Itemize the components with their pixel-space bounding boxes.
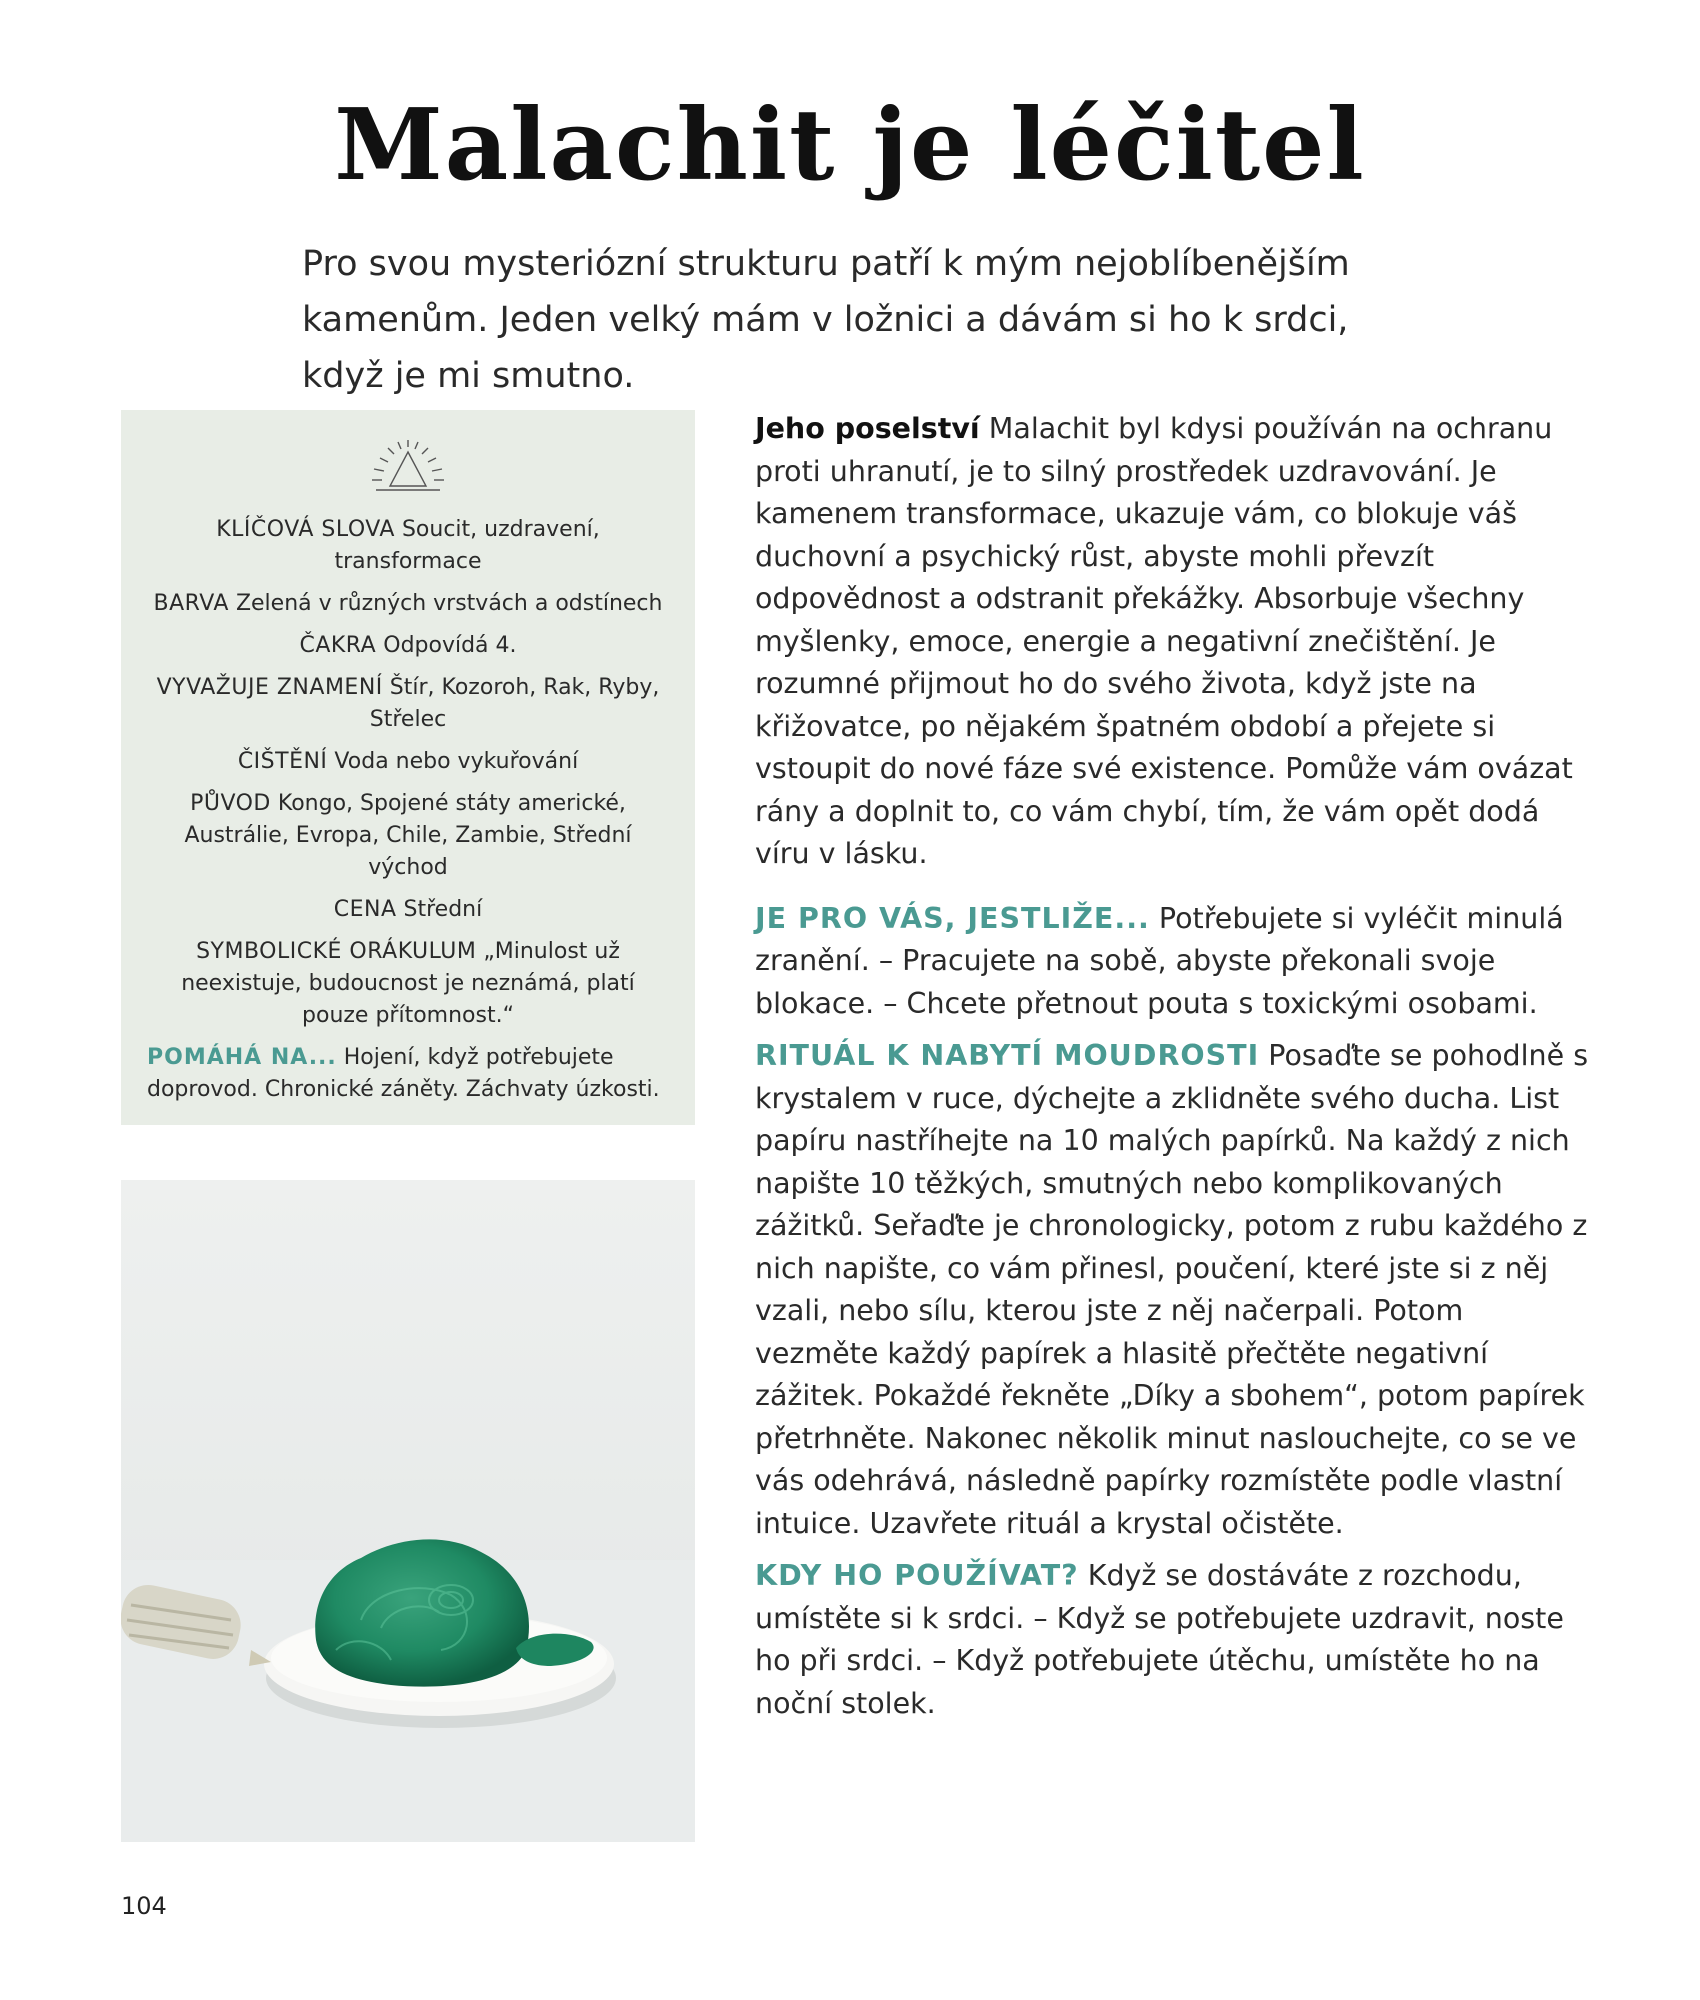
fact-box bbox=[121, 410, 695, 1125]
fact-value: Střední bbox=[403, 897, 483, 922]
for-you-text: Potřebujete si vyléčit minulá zranění. – Pracujete na sobě, abyste překonali svoje blokace. – Chcete přetnout pouta s toxickými osobami. bbox=[755, 901, 1564, 1020]
for-you-paragraph bbox=[755, 898, 1589, 1026]
message-paragraph bbox=[755, 408, 1589, 876]
page-number: 104 bbox=[121, 1892, 167, 1920]
fact-list bbox=[147, 514, 669, 1032]
fact-label: SYMBOLICKÉ ORÁKULUM bbox=[196, 939, 477, 964]
malachite-photo bbox=[121, 1180, 695, 1842]
fact-entry bbox=[147, 746, 669, 778]
for-you-label: JE PRO VÁS, JESTLIŽE... bbox=[755, 901, 1150, 935]
fact-label: ČAKRA bbox=[299, 633, 377, 658]
ritual-paragraph bbox=[755, 1035, 1589, 1545]
fact-label: BARVA bbox=[153, 591, 229, 616]
fact-entry bbox=[147, 936, 669, 1032]
fact-label: CENA bbox=[333, 897, 397, 922]
fact-entry bbox=[147, 788, 669, 884]
fact-entry bbox=[147, 894, 669, 926]
message-label: Jeho poselství bbox=[755, 412, 980, 445]
malachite-illustration bbox=[121, 1180, 695, 1842]
fact-label: VYVAŽUJE ZNAMENÍ bbox=[156, 675, 383, 700]
fact-label: ČIŠTĚNÍ bbox=[237, 749, 328, 774]
fact-entry bbox=[147, 514, 669, 578]
message-text: Malachit byl kdysi používán na ochranu proti uhranutí, je to silný prostředek uzdravování. Je kamenem transformace, ukazuje vám, co blokuje váš duchovní a psychický růst, abyste mohli převzít odpovědnost a odstranit překážky. Absorbuje všechny myšlenky, emoce, energie a negativní znečištění. Je rozumné přijmout ho do svého života, když jste na křižovatce, po nějakém špatném období a přejete si vstoupit do nové fáze své existence. Pomůže vám ovázat rány a doplnit to, co vám chybí, tím, že vám opět dodá víru v lásku. bbox=[755, 412, 1573, 870]
when-text: Když se dostáváte z rozchodu, umístěte si k srdci. – Když se potřebujete uzdravit, noste ho při srdci. – Když potřebujete útěchu, umístěte ho na noční stolek. bbox=[755, 1559, 1564, 1720]
fact-value: Kongo, Spojené státy americké, Austrálie, Evropa, Chile, Zambie, Střední východ bbox=[184, 791, 632, 880]
fact-entry bbox=[147, 630, 669, 662]
helps-label: POMÁHÁ NA... bbox=[147, 1045, 337, 1070]
helps-entry bbox=[147, 1042, 669, 1106]
triangle-sun-icon bbox=[368, 438, 448, 494]
when-label: KDY HO POUŽÍVAT? bbox=[755, 1559, 1079, 1592]
fact-value: Odpovídá 4. bbox=[383, 633, 517, 658]
fact-value: „Minulost už neexistuje, budoucnost je neznámá, platí pouze přítomnost.“ bbox=[181, 939, 635, 1028]
main-text bbox=[755, 408, 1589, 1725]
when-paragraph bbox=[755, 1555, 1589, 1725]
ritual-text: Posaďte se pohodlně s krystalem v ruce, dýchejte a zklidněte svého ducha. List papíru nastříhejte na 10 malých papírků. Na každý z nich napište 10 těžkých, smutných nebo komplikovaných zážitků. Seřaďte je chronologicky, potom z rubu každého z nich napište, co vám přinesl, poučení, které jste si z něj vzali, nebo sílu, kterou jste z něj načerpali. Potom vezměte každý papírek a hlasitě přečtěte negativní zážitek. Pokaždé řekněte „Díky a sbohem“, potom papírek přetrhněte. Nakonec několik minut naslouchejte, co se ve vás odehrává, následně papírky rozmístěte podle vlastní intuice. Uzavřete rituál a krystal očistěte. bbox=[755, 1039, 1589, 1540]
fact-value: Štír, Kozoroh, Rak, Ryby, Střelec bbox=[369, 675, 660, 732]
page-title: Malachit je léčitel bbox=[334, 88, 1366, 203]
ritual-label: RITUÁL K NABYTÍ MOUDROSTI bbox=[755, 1039, 1260, 1072]
fact-value: Zelená v různých vrstvách a odstínech bbox=[235, 591, 663, 616]
fact-value: Soucit, uzdravení, transformace bbox=[334, 517, 600, 574]
helps-value: Hojení, když potřebujete doprovod. Chronické záněty. Záchvaty úzkosti. bbox=[147, 1045, 660, 1102]
fact-entry bbox=[147, 672, 669, 736]
fact-label: PŮVOD bbox=[190, 791, 271, 816]
fact-label: KLÍČOVÁ SLOVA bbox=[216, 517, 395, 542]
fact-value: Voda nebo vykuřování bbox=[334, 749, 579, 774]
intro-paragraph: Pro svou mysteriózní strukturu patří k mým nejoblíbenějším kamenům. Jeden velký mám v ložnici a dávám si ho k srdci, když je mi smutno. bbox=[302, 244, 1350, 396]
fact-entry bbox=[147, 588, 669, 620]
